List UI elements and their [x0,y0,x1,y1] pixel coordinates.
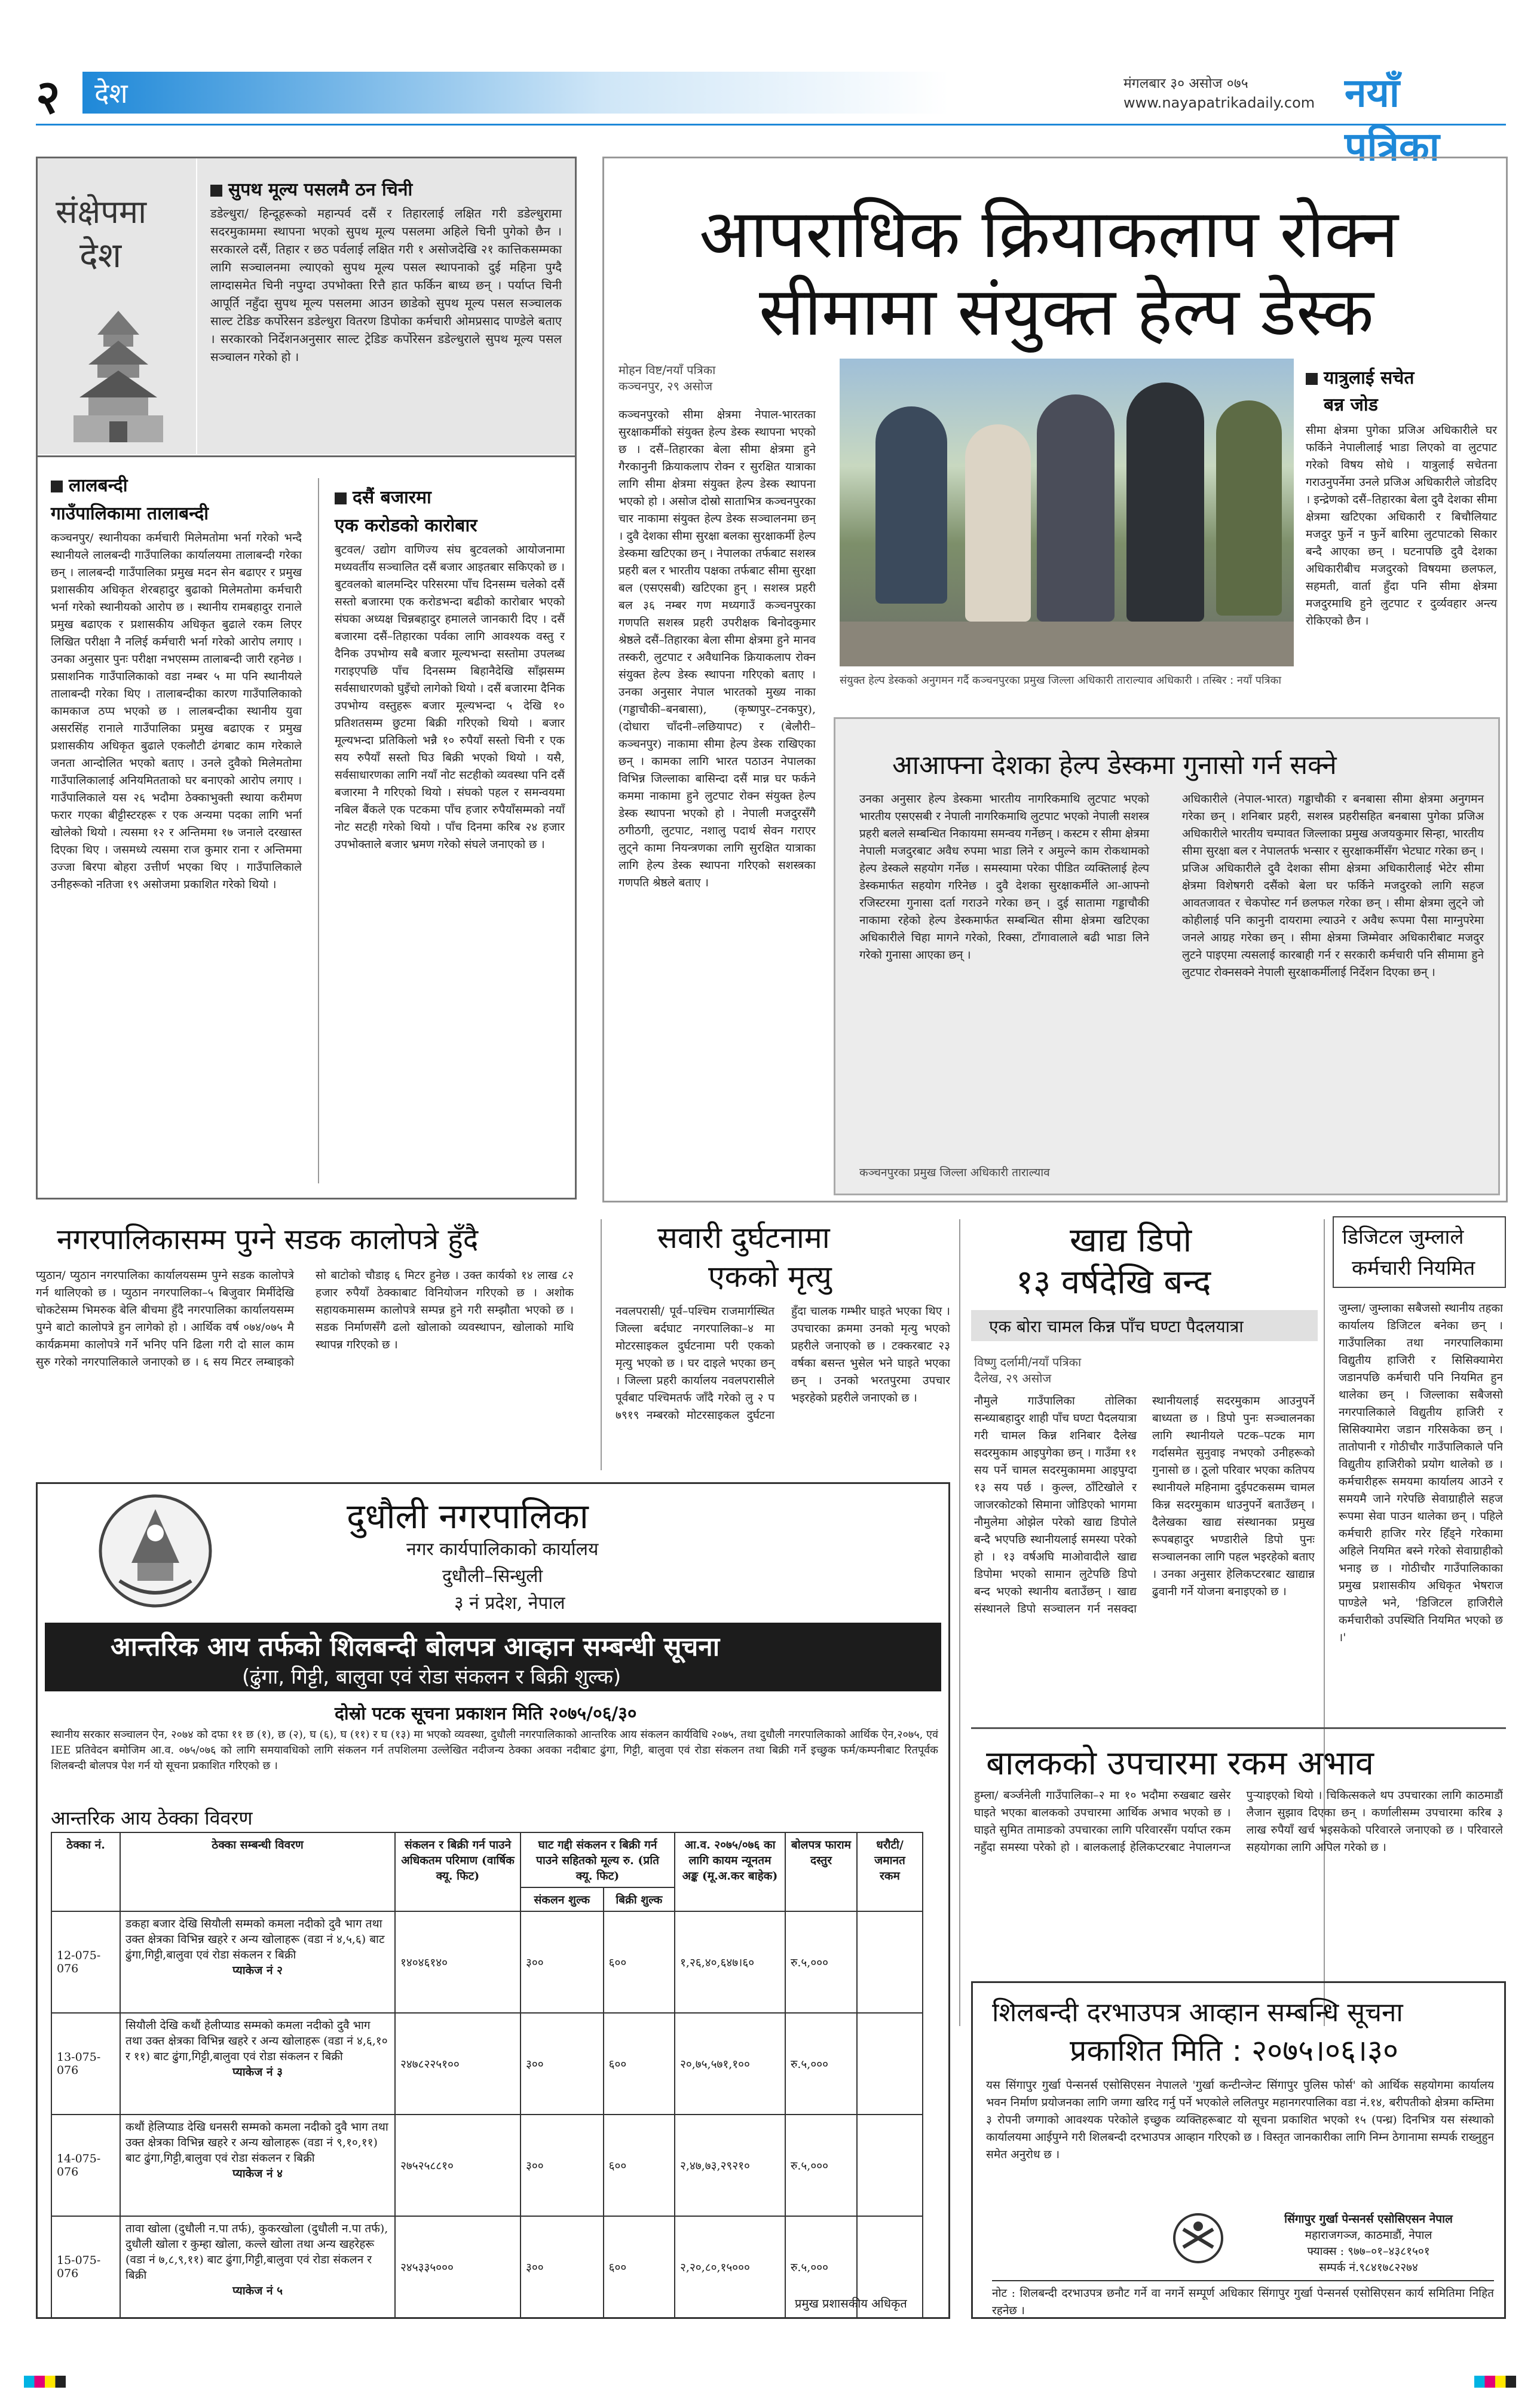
side-story-title: यात्रुलाई सचेत [1324,368,1415,388]
print-mark-left [24,2376,66,2388]
bullet-icon [1306,373,1318,385]
table-header-row [51,1832,923,1887]
cell-qty: १४०४६१४० [395,1911,521,2013]
table-row [51,2216,923,2318]
cell-package: प्याकेज नं २ [232,1964,283,1977]
cell-sale: ६०० [604,2115,675,2216]
brief-lalbandi-body: कञ्चनपुर/ स्थानीयका कर्मचारी मिलेमतोमा भर्ना गरेको भन्दै स्थानीयले लालबन्दी गाउँपालिका कार्यालयमा तालाबन्दी गरेका छन् । लालबन्दी गाउँपालिका प्रमुख मदन सेन बढाएर र प्रमुख प्रशासकीय अधिकृत शेरबहादुर बुढाको मिलेमतोमा कर्मचारी भर्ना गरेको स्थानीयको आरोप छ । स्थानीय रामबहादुर रानाले प्रमुख बढाएक र प्रशासकीय अधिकृत बुढाले रकम लिएर लिखित परीक्षा नै नलिई कर्मचारी भर्ना गरेको आरोप लगाए । उनका अनुसार पुनः परीक्षा नभएसम्म तालाबन्दी जारी रहनेछ । प्रसाशनिक गाउँपालिकाको वडा नम्बर ५ मा पनि स्थानीयले तालाबन्दी गरेका थिए । तालाबन्दीका कारण गाउँपालिकाको कामकाज ठप्प भएको छ । लालबन्दीका स्थानीय युवा असरसिंह रानाले गाउँपालिका प्रमुख बढाएक र प्रमुख प्रशासकीय अधिकृत बुढाले एकलौटी ढंगबाट काम गरेकाले जनता आन्दोलित भएको बताए । उनले दुवैको मिलेमतोमा गाउँपालिकालाई अनियमितताको घर बनाएको आरोप लगाए । गाउँपालिकाले यस २६ भदौमा ठेक्काभुक्ती स्थाया करीमण फरार गएका बीट्टीस्टरहरू र एक अन्यमा पदका लागि भर्ना खोलेको थियो । त्यसमा १२ र अन्तिममा १७ जनाले दरखास्त दिएका थिए । जसमध्ये त्यसमा राज कुमार राना र अन्तिममा उज्जा बिरपा बोहरा उत्तीर्ण भएका थिए । गाउँपालिकाले उनीहरूको नतिजा १९ असोजमा प्रकाशित गरेको थियो । [51,531,302,891]
cell-qty: २७५२५८८१० [395,2115,521,2216]
main-headline-1: आपराधिक क्रियाकलाप रोक्न [699,195,1398,273]
cell-qty: २४५३३५००० [395,2216,521,2318]
section-title: देश [94,77,128,109]
page-header [36,60,1506,170]
cell-desc [120,1911,395,2013]
notice-publish-date: दोस्रो पटक सूचना प्रकाशन मिति २०७५/०६/३० [335,1703,637,1724]
notice-province: ३ नं प्रदेश, नेपाल [454,1593,565,1614]
table-row [51,1911,923,2013]
cell-desc-text: डकहा बजार देखि सियौली सम्मको कमला नदीको दुवै भाग तथा उक्त क्षेत्रका विभिन्न खहरे र अन्य खोलाहरू (वडा नं ४,५,६) बाट ढुंगा,गिट्टी,बालुवा एवं रोडा संकलन र बिक्री [125,1917,385,1962]
briefs-subtitle: देश [79,235,122,276]
cell-id: 12-075-076 [51,1911,120,2013]
cell-min: १,२६,४०,६४७।६० [675,1911,785,2013]
gurkha-emblem-icon [1171,2211,1225,2271]
cell-package: प्याकेज नं ३ [232,2066,283,2079]
cell-collect: ३०० [521,2216,604,2318]
food-body: नौमुले गाउँपालिका तोलिका सन्ध्याबहादुर शाही पाँच घण्टा पैदलयात्रा गरी चामल किन्न शनिबार दैलेख सदरमुकाम आइपुगेका छन् । गाउँमा ११ सय पर्ने चामल सदरमुकाममा आइपुग्दा १३ सय पर्छ । कुल्ल, ठाँटिखोले र जाजरकोटको सिमाना जोडिएको भागमा नौमुलेमा ओझेल परेको खाद्य डिपोले बन्दै भएपछि स्थानीयलाई समस्या परेको हो । १३ वर्षअघि माओवादीले खाद्य डिपोमा भएको सामान लुटेपछि डिपो बन्द भएको स्थानीय बताउँछन् । खाद्य संस्थानले डिपो सञ्चालन गर्न नसक्दा स्थानीयलाई सदरमुकाम आउनुपर्ने बाध्यता छ । डिपो पुनः सञ्चालनका लागि स्थानीयले पटक–पटक माग गर्दासमेत सुनुवाइ नभएको उनीहरूको गुनासो छ । ठूलो परिवार भएका कतिपय स्थानीयले महिनामा दुईपटकसम्म चामल किन्न सदरमुकाम धाउनुपर्ने बताउँछन् । दैलेखका खाद्य संस्थानका प्रमुख रूपबहादुर भण्डारीले डिपो पुनः सञ्चालनका लागि पहल भइरहेको बताए । उनका अनुसार हेलिकप्टरबाट खाद्यान्न ढुवानी गर्ने योजना बनाइएको छ । [974,1394,1315,1615]
main-body: कञ्चनपुरको सीमा क्षेत्रमा नेपाल-भारतका सुरक्षाकर्मीको संयुक्त हेल्प डेस्क स्थापना भएको छ । दसैं–तिहारका बेला सीमा क्षेत्रमा हुने गैरकानुनी क्रियाकलाप रोक्न र सुरक्षित यात्राका लागि सीमा क्षेत्रमा संयुक्त हेल्प डेस्क स्थापना भएको हो । असोज दोस्रो साताभित्र कञ्चनपुरका चार नाकामा संयुक्त हेल्प डेस्क सञ्चालनमा छन् । दुवै देशका सीमा सुरक्षा बलका सुरक्षाकर्मी हेल्प डेस्कमा खटिएका छन् । नेपालका तर्फबाट सशस्त्र प्रहरी बल र भारतीय पक्षका तर्फबाट सीमा सुरक्षा बल (एसएसबी) खटिएका हुन् । सशस्त्र प्रहरी बल ३६ नम्बर गण मध्यगाउँ कञ्चनपुरका गणपति सशस्त्र प्रहरी उपरीक्षक बिनोदकुमार श्रेष्ठले दसैं–तिहारका बेला सीमा क्षेत्रमा हुने मानव तस्करी, लुटपाट र अवैधानिक क्रियाकलाप रोक्न संयुक्त हेल्प डेस्क स्थापना गरिएको बताए । उनका अनुसार नेपाल भारतको मुख्य नाका (गड्डाचौकी–बनबासा), (कृष्णपुर–टनकपुर), (दोधारा चाँदनी–लछियापट) र (बेलौरी–कञ्चनपुर) नाकामा सीमा हेल्प डेस्क राखिएका छन् । कामका लागि भारत पठाउन नेपालका विभिन्न जिल्लाका बासिन्दा दसैं मान्न घर फर्कने कममा नाकामा हुने लुटपाट रोक्न संयुक्त हेल्प डेस्क स्थापना भएको हो । नेपाली मजदुरसँगै ठगीठगी, लुटपाट, नशालु पदार्थ सेवन गराएर लुट्ने कामा नियन्त्रणका लागि सुरक्षित यात्राका लागि हेल्प डेस्क स्थापना गरिएको सशस्त्रका गणपति श्रेष्ठले बताए । [619,408,816,889]
brief-lalbandi [51,472,302,1010]
tender-contact [1240,2211,1497,2276]
help-desk-title: आआफ्ना देशका हेल्प डेस्कमा गुनासो गर्न सक्ने [892,750,1337,781]
cell-form: रु.५,००० [785,2216,857,2318]
bullet-icon [51,481,63,492]
col-header-rate: घाट गद्दी संकलन र बिक्री गर्न पाउने सहितको मूल्य रु. (प्रति क्यू. फिट) [521,1832,675,1887]
child-body: हुम्ला/ बर्ञ्जनेली गाउँपालिका–२ मा १० भदौमा रुखबाट खसेर घाइते भएका बालकको उपचारमा आर्थिक अभाव भएको छ । घाइते सुमित तामाङको उपचारका लागि परिवारसँग पर्याप्त रकम नहुँदा समस्या परेको हो । बालकलाई हेलिकप्टरबाट नेपालगन्ज पुर्‍याइएको थियो । चिकित्सकले थप उपचारका लागि काठमाडौं लैजान सुझाव दिएका छन् । कर्णालीसम्म उपचारमा करिब ३ लाख रुपैयाँ खर्च भइसकेको परिवारले जनाएको छ । परिवारले सहयोगका लागि अपिल गरेको छ । [974,1789,1503,1854]
side-story-subtitle: बन्न जोड [1324,394,1378,415]
cell-desc-text: तावा खोला (दुधौली न.पा तर्फ), कुकरखोला (दुधौली न.पा तर्फ), दुधौली खोला र कुम्हा खोला, कल्ले खोला तथा अन्य खहरेहरू (वडा नं ७,८,९,११) बाट ढुंगा,गिट्टी,बालुवा एवं रोडा संकलन र बिक्री [125,2222,388,2282]
col-header-min: आ.व. २०७५/०७६ का लागि कायम न्यूनतम अङ्क (मू.अ.कर बाहेक) [675,1832,785,1911]
temple-illustration [62,308,175,445]
road-body: प्युठान/ प्युठान नगरपालिका कार्यालयसम्म पुग्ने सडक कालोपत्रे गर्न थालिएको छ । प्युठान नगरपालिका–५ बिजुवार मिर्मीदेखि चोकटेसम्म भिमरुक बेलि बीचमा हुँदै नगरपालिका कार्यालयसम्म पुग्ने बाटो कालोपत्रे हुन लागेको हो । आर्थिक वर्ष ०७४/०७५ मै कार्यक्रममा कालोपत्रे गर्ने भनिए पनि ढिला गरी दो साल काम सुरु गरेको नगरपालिकाले जनाएको छ । ६ सय मिटर लम्बाइको सो बाटोको चौडाइ ६ मिटर हुनेछ । उक्त कार्यको १४ लाख ८२ हजार रुपैयाँ ठेक्काबाट विनियोजन गरिएको छ । अशोक सहायकमासम्म कालोपत्रे सम्पन्न हुने गरी सम्झौता भएको छ । सडक निर्माणसँगै ढलो खोलाको व्यवस्थापन, खोलाको माथि स्थापन्न गरिएको छ । [36,1269,574,1369]
help-desk-col2: अधिकारीले (नेपाल-भारत) गड्डाचौकी र बनबासा सीमा क्षेत्रमा अनुगमन गरेका छन् । शनिबार प्रहरी, सशस्त्र प्रहरीसहित बनबासा पुगेका प्रजिअ अधिकारीले भारतीय चम्पावत जिल्लाका प्रमुख अजयकुमार सिन्हा, भारतीय सीमा सुरक्षा बल र नेपालतर्फ भन्सार र सुरक्षाकर्मीसँग भेटघाट गरेका छन् । प्रजिअ अधिकारीले दुवै देशका सीमा क्षेत्रमा अधिकारीलाई भेटेर सीमा क्षेत्रमा विशेषगरी दसैंको बेला घर फर्किने मजदुरको लागि सहज आवतजावत र चेकपोस्ट गर्न छलफल गरेका छन् । सीमा क्षेत्रमा लुट्ने जो कोहीलाई पनि कानुनी दायरामा ल्याउने र अवैध रूपमा पैसा माग्नुपरेमा जनले आग्रह गरेका छन् । सीमा क्षेत्रमा जिम्मेवार अधिकारीबाट मजदुर लुटने पाइएमा त्यसलाई कारबाही गर्न र सरकारी कर्मचारी पनि सीमामा हुने लुटपाट रोक्नसक्ने नेपाली सुरक्षाकर्मीलाई निर्देशन दिएका छन् । [1182,792,1484,979]
col-header-deposit: धरौटी/ जमानत रकम [857,1832,923,1911]
cell-form: रु.५,००० [785,1911,857,2013]
notice-municipality: दुधौली नगरपालिका [347,1496,589,1537]
brief-dashain-body: बुटवल/ उद्योग वाणिज्य संघ बुटवलको आयोजनामा मध्यवर्तीय सञ्चालित दसैं बजार आइतबार सकिएको छ । बुटवलको बालमन्दिर परिसरमा पाँच दिनसम्म चलेको दसैं सस्तो बजारमा एक करोडभन्दा बढीको कारोबार भएको संघका अध्यक्ष चिन्नबहादुर हमालले जानकारी दिए । दसैं बजारमा दसैं–तिहारका पर्वका लागि आवश्यक वस्तु र दैनिक उपभोग्य सबै बजार मूल्यभन्दा सस्तोमा उपलब्ध गराइएपछि पाँच दिनसम्म बिहानैदेखि साँझसम्म सर्वसाधारणको घुइँचो लागेको थियो । दसैं बजारमा दैनिक उपभोग्य वस्तुहरू बजार मूल्यभन्दा ५ देखि १० प्रतिशतसम्म छुटमा बिक्री गरिएको थियो । बजार मूल्यभन्दा प्रतिकिलो भन्नै १० रुपैयाँ सस्तो चिनी र एक सय रुपैयाँ सस्तो घिउ बिक्री भएको थियो । यसै, सर्वसाधारणका लागि नयाँ नोट सटहीको व्यवस्था पनि दसैं बजारमा नै गरिएको थियो । संघको पहल र समन्वयमा नबिल बैंकले एक पटकमा पाँच हजार रुपैयाँसम्मको नयाँ नोट सटही गरेको थियो । पाँच दिनमा करिब २४ हजार उपभोक्ताले बजार भ्रमण गरेको संघले जनाएको छ । [335,543,565,851]
notice-title: आन्तरिक आय तर्फको शिलबन्दी बोलपत्र आव्हान सम्बन्धी सूचना [111,1632,720,1662]
jumla-headline-1: डिजिटल जुम्लाले [1342,1225,1464,1249]
cell-desc [120,2013,395,2115]
brief-sugar [197,158,575,454]
cell-collect: ३०० [521,1911,604,2013]
cell-sale: ६०० [604,1911,675,2013]
briefs-sidebar [38,158,196,454]
cell-form: रु.५,००० [785,2115,857,2216]
brief-dashain-subtitle: एक करोडको कारोबार [335,515,477,536]
tender-title: शिलबन्दी दरभाउपत्र आव्हान सम्बन्धि सूचना [992,1997,1403,2028]
nepal-emblem-icon [96,1491,215,1611]
cell-collect: ३०० [521,2115,604,2216]
notice-title-bar [45,1623,941,1691]
food-byline-place: दैलेख, २९ असोज [974,1371,1052,1385]
cell-min: २०,७५,५७१,१०० [675,2013,785,2115]
notice-office: नगर कार्यपालिकाको कार्यालय [406,1539,599,1560]
main-photo [840,359,1294,666]
page-number: २ [36,70,60,124]
food-byline-name: विष्णु दर्लामी/नयाँ पत्रिका [974,1355,1082,1369]
bullet-icon [210,185,222,197]
tender-table [51,1832,923,2318]
col-header-id: ठेक्का नं. [51,1832,120,1911]
table-row [51,2115,923,2216]
brief-sugar-title: सुपथ मूल्य पसलमै ठन चिनी [228,179,413,200]
cell-qty: २४७८२२५१०० [395,2013,521,2115]
masthead: नयाँ पत्रिका [1345,70,1440,170]
print-mark-right [1474,2376,1516,2388]
food-headline-1: खाद्य डिपो [1070,1221,1192,1260]
help-desk-col1: उनका अनुसार हेल्प डेस्कमा भारतीय नागरिकमाथि लुटपाट भएको भारतीय एसएसबी र नेपाली नागरिकमाथि लुटपाट भएको नेपाली सशस्त्र प्रहरी बलले सम्बन्धित निकायमा समन्वय गर्नेछन् । कस्टम र सीमा क्षेत्रमा नेपाली मजदुरबाट अवैध रुपमा भाडा लिने र अमुल्ने काम रोकथामको हेल्प डेस्कले सहयोग गर्नेछ । समस्यामा परेका पीडित व्यक्तिलाई हेल्प डेस्कमार्फत सहयोग गरिनेछ । दुवै देशका सुरक्षाकर्मीले आ-आफ्नो रजिस्टरमा गुनासा दर्ता गराउने गरेका छन् । दुई सातामा गड्डाचौकी नाकामा रहेको हेल्प डेस्कमार्फत सम्बन्धित सीमा क्षेत्रमा खटिएका अधिकारीले चिहा मागने गरेको, रिक्सा, टाँगावालाले बढी भाडा लिने गरेको गुनासा आएका छन् । [859,792,1149,962]
cell-package: प्याकेज नं ५ [232,2284,283,2297]
food-headline-2: १३ वर्षदेखि बन्द [1016,1263,1211,1302]
accident-body: नवलपरासी/ पूर्व–पश्चिम राजमार्गस्थित जिल्ला बर्दघाट नगरपालिका–४ मा मोटरसाइकल दुर्घटनामा परी एकको मृत्यु भएको छ । घर दाइले भएका छन् । जिल्ला प्रहरी कार्यालय नवलपरासीले पूर्वबाट पश्चिमतर्फ जाँदै गरेको लु २ प ७९१९ नम्बरको मोटरसाइकल दुर्घटना हुँदा चालक गम्भीर घाइते भएका थिए । उपचारका क्रममा उनको मृत्यु भएको प्रहरीले जनाएको छ । टक्करबाट २३ वर्षका बसन्त भुसेल भने घाइते भएका छन् । उनको भरतपुरमा उपचार भइरहेको प्रहरीले जनाएको छ । [616,1305,950,1422]
child-headline: बालकको उपचारमा रकम अभाव [986,1744,1374,1783]
accident-headline-1: सवारी दुर्घटनामा [657,1220,830,1255]
cell-form: रु.५,००० [785,2013,857,2115]
cell-id: 15-075-076 [51,2216,120,2318]
cell-id: 14-075-076 [51,2115,120,2216]
col-subheader-sale: बिक्री शुल्क [604,1887,675,1911]
col-header-form: बोलपत्र फाराम दस्तुर [785,1832,857,1911]
header-date: मंगलबार ३० असोज ०७५ [1123,76,1248,91]
photo-caption: संयुक्त हेल्प डेस्कको अनुगमन गर्दै कञ्चनपुरका प्रमुख जिल्ला अधिकारी ताराल्याव अधिकारी । तस्बिर : नयाँ पत्रिका [840,674,1282,687]
road-headline: नगरपालिकासम्म पुग्ने सडक कालोपत्रे हुँदै [57,1223,479,1256]
cell-sale: ६०० [604,2013,675,2115]
help-desk-credit: कञ्चनपुरका प्रमुख जिल्ला अधिकारी ताराल्याव [859,1166,1050,1179]
byline-place: कञ्चनपुर, २९ असोज [619,379,713,393]
cell-min: २,४७,७३,२९२१० [675,2115,785,2216]
byline-name: मोहन विष्ट/नयाँ पत्रिका [619,363,716,377]
brief-dashain [335,484,565,1171]
cell-desc-text: कथौं हेलिप्याड देखि धनसरी सम्मको कमला नदीको दुवै भाग तथा उक्त क्षेत्रका विभिन्न खहरे र अन्य खोलाहरू (वडा नं ९,१०,११) बाट ढुंगा,गिट्टी,बालुवा एवं रोडा संकलन र बिक्री [125,2121,388,2165]
cell-deposit [857,2115,923,2216]
food-subhead: एक बोरा चामल किन्न पाँच घण्टा पैदलयात्रा [989,1317,1244,1336]
notice-signature: प्रमुख प्रशासकीय अधिकृत [795,2296,907,2311]
cell-collect: ३०० [521,2013,604,2115]
cell-id: 13-075-076 [51,2013,120,2115]
notice-body: स्थानीय सरकार सञ्चालन ऐन, २०७४ को दफा ११ छ (१), छ (२), घ (६), घ (११) र घ (१३) मा भएको व्यवस्था, दुधौली नगरपालिकाको आन्तरिक आय संकलन कार्यविधि २०७५, तथा दुधौली नगरपालिकाको आर्थिक ऐन,२०७५, एवं IEE प्रतिवेदन बमोजिम आ.व. ०७५/०७६ को लागि समयावधिको लागि संकलन गर्न तपशिलमा उल्लेखित नदीजन्य ठेक्का अवका नदीबाट ढुंगा, गिट्टी, बालुवा एवं रोडा संकलन तथा बिक्री गर्ने इच्छुक फर्म/कम्पनीबाट रितपूर्वक शिलबन्दी बोलपत्र पेश गर्न यो सूचना प्रकाशित गरिएको छ । [51,1728,938,1772]
side-story-body: सीमा क्षेत्रमा पुगेका प्रजिअ अधिकारीले घर फर्किने नेपालीलाई भाडा लिएको वा लुटपाट गरेको विषय सोधे । यात्रुलाई सचेतना गराउनुपर्नेमा उनले प्रजिअ अधिकारीले जोडदिए । इन्द्रेणको दसैं–तिहारका बेला दुवै देशका सीमा क्षेत्रमा खटिएका अधिकारी र बिचौलियाट मजदुर फुर्ने न फुर्ने बारिमा लुटपाटको सिकार बन्दै आएका छन् । घटनापछि दुवै देशका अधिकारीबीच मजदुरको विषयमा छलफल, सहमती, वार्ता हुँदा पनि सीमा क्षेत्रमा मजदुरमाथि हुने लुटपाट र दुर्व्यवहार अन्त्य रोकिएको छैन । [1306,424,1497,628]
cell-desc [120,2216,395,2318]
header-website[interactable]: www.nayapatrikadaily.com [1123,94,1315,111]
tender-org: सिंगापुर गुर्खा पेन्सनर्स एसोसिएसन नेपाल [1284,2213,1453,2226]
help-desk-box [834,717,1500,1195]
tender-body: यस सिंगापुर गुर्खा पेन्सनर्स एसोसिएसन नेपालले 'गुर्खा कन्टीन्जेन्ट सिंगापुर पुलिस फोर्स' को आर्थिक सहयोगमा कार्यालय भवन निर्माण प्रयोजनका लागि जग्गा खरिद गर्नु पर्ने भएकोले ललितपुर महानगरपालिका वडा नं.१४, बरीपतीको क्षेत्रमा कम्तिमा ३ रोपनी जग्गाको आवश्यक परेकोले इच्छुक व्यक्तिहरूबाट यो सूचना प्रकाशित भएको १५ (पन्ध्र) दिनभित्र यस संस्थाको कार्यालयमा आईपुग्ने गरी शिलबन्दी दरभाउपत्र आव्हान गरिएको छ । विस्तृत जानकारीका लागि निम्न ठेगानामा सम्पर्क राख्नुहुन समेत अनुरोध छ । [986,2079,1494,2161]
tender-note: नोट : शिलबन्दी दरभाउपत्र छनौट गर्ने वा नगर्ने सम्पूर्ण अधिकार सिंगापुर गुर्खा पेन्सनर्स एसोसिएसन कार्य समितिमा निहित रहनेछ । [992,2280,1494,2320]
brief-lalbandi-title: लालबन्दी [69,475,128,496]
cell-deposit [857,2013,923,2115]
bullet-icon [335,492,347,504]
tender-fax: फ्याक्स : ९७७–०१–४३८१५०१ [1307,2245,1430,2258]
tender-address: महाराजगञ्ज, काठमाडौं, नेपाल [1305,2229,1432,2242]
cell-desc [120,2115,395,2216]
side-story [1306,365,1497,630]
tender-date: प्रकाशित मिति : २०७५।०६।३० [1070,2033,1398,2068]
briefs-title: संक्षेपमा [56,193,147,231]
cell-desc-text: सियौली देखि कथौं हेलीप्याड सम्मको कमला नदीको दुवै भाग तथा उक्त क्षेत्रका विभिन्न खहरे र अन्य खोलाहरू (वडा नं ४,६,१० र ११) बाट ढुंगा,गिट्टी,बालुवा एवं रोडा संकलन र बिक्री [125,2019,388,2063]
jumla-headline-2: कर्मचारी नियमित [1352,1256,1475,1280]
food-byline [974,1354,1141,1386]
cell-package: प्याकेज नं ४ [232,2167,283,2180]
accident-headline-2: एकको मृत्यु [708,1259,832,1294]
brief-sugar-body: डडेल्धुरा/ हिन्दूहरूको महान्पर्व दसैं र तिहारलाई लक्षित गरी डडेल्धुरामा सदरमुकाममा स्थापना भएको सुपथ मूल्य पसलमा अहिले चिनी पुगेको छैन । सरकारले दसैं, तिहार र छठ पर्वलाई लक्षित गरी १ असोजदेखि २१ कात्तिकसम्मका लागि सञ्चालनमा ल्याएको सुपथ मूल्य पसल स्थापनाको दुई महिना पुग्दै लाग्दासमेत चिनी नपुग्दा उपभोक्ता रित्तै हात फर्किन बाध्य छन् । पर्याप्त चिनी आपूर्ति नहुँदा सुपथ मूल्य पसलमा आउन छाडेको सुपथ मूल्य पसल सञ्चालक साल्ट टेडिङ कर्पोरेसन डडेल्धुरा वितरण डिपोका कर्मचारी ओमप्रसाद पाण्डेले बताए । सरकारको निर्देशनअनुसार साल्ट ट्रेडिङ कर्पोरेसन डडेल्धुराले सुपथ मूल्य पसल सञ्चालन गरेको हो । [210,206,562,364]
notice-table-title: आन्तरिक आय ठेक्का विवरण [51,1807,253,1829]
main-byline [619,362,816,394]
col-subheader-collect: संकलन शुल्क [521,1887,604,1911]
brief-dashain-title: दसैं बजारमा [353,487,431,508]
brief-lalbandi-subtitle: गाउँपालिकामा तालाबन्दी [51,503,209,524]
main-headline-2: सीमामा संयुक्त हेल्प डेस्क [759,273,1374,351]
cell-min: २,२०,८०,१५००० [675,2216,785,2318]
jumla-body: जुम्ला/ जुम्लाका सबैजसो स्थानीय तहका कार्यालय डिजिटल बनेका छन् । गाउँपालिका तथा नगरपालिकामा विद्युतीय हाजिरी र सिसिक्यामेरा जडानपछि कर्मचारी पनि नियमित हुन थालेका छन् । जिल्लाका सबैजसो नगरपालिकाले विद्युतीय हाजिरी र सिसिक्यामेरा जडान गरिसकेका छन् । तातोपानी र गोठीचौर गाउँपालिकाले पनि विद्युतीय हाजिरीको प्रयोग थालेको छ । कर्मचारीहरू समयमा कार्यालय आउने र समयमै जाने गरेपछि सेवाग्राहीले सहज रूपमा सेवा पाउन थालेका छन् । पहिले कर्मचारी हाजिर गरेर हिँड्ने गरेकामा अहिले नियमित बस्ने गरेको सेवाग्राहीको भनाइ छ । गोठीचौर गाउँपालिकाका प्रमुख प्रशासकीय अधिकृत भेषराज पाण्डेले भने, 'डिजिटल हाजिरीले कर्मचारीको उपस्थिति नियमित भएको छ ।' [1339,1302,1503,1644]
food-subhead-bar [971,1310,1318,1341]
notice-location: दुधौली–सिन्धुली [442,1566,543,1587]
col-header-qty: संकलन र बिक्री गर्न पाउने अधिकतम परिमाण (वार्षिक क्यू. फिट) [395,1832,521,1911]
cell-deposit [857,1911,923,2013]
table-row [51,2013,923,2115]
section-tab [82,72,949,114]
notice-subtitle: (ढुंगा, गिट्टी, बालुवा एवं रोडा संकलन र बिक्री शुल्क) [242,1665,621,1689]
jumla-box [1333,1216,1506,1288]
tender-phone: सम्पर्क नं.९८४१७८२२७४ [1319,2261,1418,2274]
col-header-desc: ठेक्का सम्बन्धी विवरण [120,1832,395,1911]
cell-sale: ६०० [604,2216,675,2318]
